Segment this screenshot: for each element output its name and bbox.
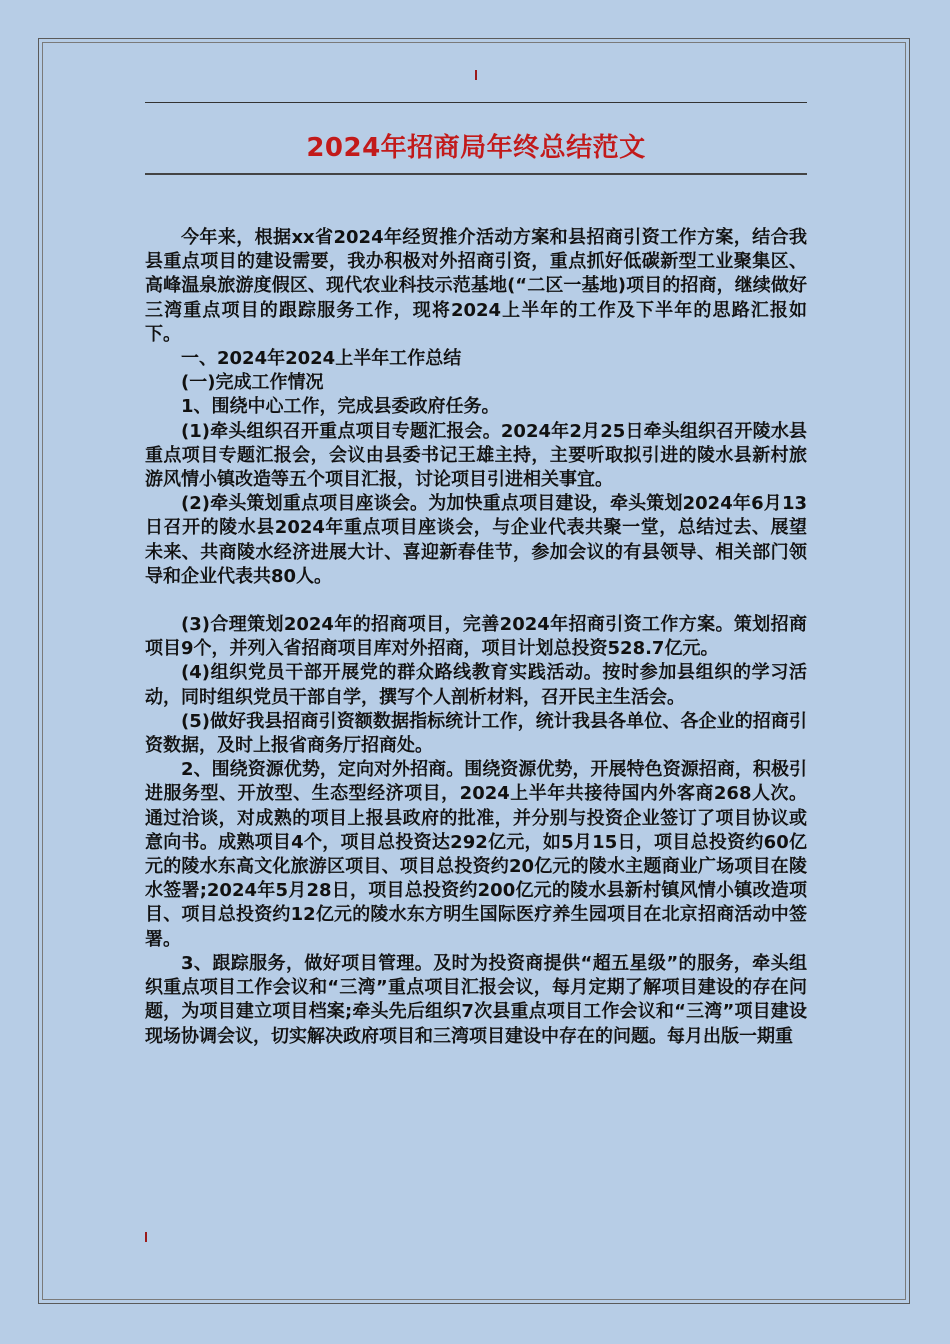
- document-body: [145, 226, 807, 1049]
- paragraph: 今年来，根据xx省2024年经贸推介活动方案和县招商引资工作方案，结合我县重点项目的建设需要，我办积极对外招商引资，重点抓好低碳新型工业聚集区、高峰温泉旅游度假区、现代农业科技示范基地(“二区一基地)项目的招商，继续做好三湾重点项目的跟踪服务工作，现将2024上半年的工作及下半年的思路汇报如下。: [145, 227, 807, 345]
- paragraph: 1、围绕中心工作，完成县委政府任务。: [181, 396, 500, 418]
- subsection-heading: (一)完成工作情况: [181, 372, 324, 394]
- paragraph: (1)牵头组织召开重点项目专题汇报会。2024年2月25日牵头组织召开陵水县重点项目专题汇报会，会议由县委书记王雄主持，主要听取拟引进的陵水县新村旅游风情小镇改造等五个项目汇报，讨论项目引进相关事宜。: [145, 420, 807, 491]
- paragraph: 3、跟踪服务，做好项目管理。及时为投资商提供“超五星级”的服务，牵头组织重点项目工作会议和“三湾”重点项目汇报会议，每月定期了解项目建设的存在问题，为项目建立项目档案;牵头先后组织7次县重点项目工作会议和“三湾”项目建设现场协调会议，切实解决政府项目和三湾项目建设中存在的问题。每月出版一期重: [145, 952, 807, 1047]
- paragraph: (3)合理策划2024年的招商项目，完善2024年招商引资工作方案。策划招商项目9个，并列入省招商项目库对外招商，项目计划总投资528.7亿元。: [145, 614, 807, 660]
- header-rule: [145, 102, 807, 103]
- header-mark: [475, 70, 477, 80]
- paragraph: (5)做好我县招商引资额数据指标统计工作，统计我县各单位、各企业的招商引资数据，及时上报省商务厅招商处。: [145, 710, 807, 757]
- document-title: 2024年招商局年终总结范文: [306, 133, 646, 163]
- paragraph: (2)牵头策划重点项目座谈会。为加快重点项目建设，牵头策划2024年6月13日召开的陵水县2024年重点项目座谈会，与企业代表共聚一堂，总结过去、展望未来、共商陵水经济进展大计、喜迎新春佳节，参加会议的有县领导、相关部门领导和企业代表共80人。: [145, 493, 807, 587]
- paragraph: (4)组织党员干部开展党的群众路线教育实践活动。按时参加县组织的学习活动，同时组织党员干部自学，撰写个人剖析材料，召开民主生活会。: [145, 662, 807, 708]
- footer-mark: [145, 1232, 147, 1242]
- paragraph: 2、围绕资源优势，定向对外招商。围绕资源优势，开展特色资源招商，积极引进服务型、开放型、生态型经济项目，2024上半年共接待国内外客商268人次。通过洽谈，对成熟的项目上报县政府的批准，并分别与投资企业签订了项目协议或意向书。成熟项目4个，项目总投资达292亿元，如5月15日，项目总投资约60亿元的陵水东高文化旅游区项目、项目总投资约20亿元的陵水主题商业广场项目在陵水签署;2024年5月28日，项目总投资约200亿元的陵水县新村镇风情小镇改造项目、项目总投资约12亿元的陵水东方明生国际医疗养生园项目在北京招商活动中签署。: [145, 759, 807, 950]
- title-rule: [145, 173, 807, 175]
- section-heading: 一、2024年2024上半年工作总结: [181, 348, 462, 370]
